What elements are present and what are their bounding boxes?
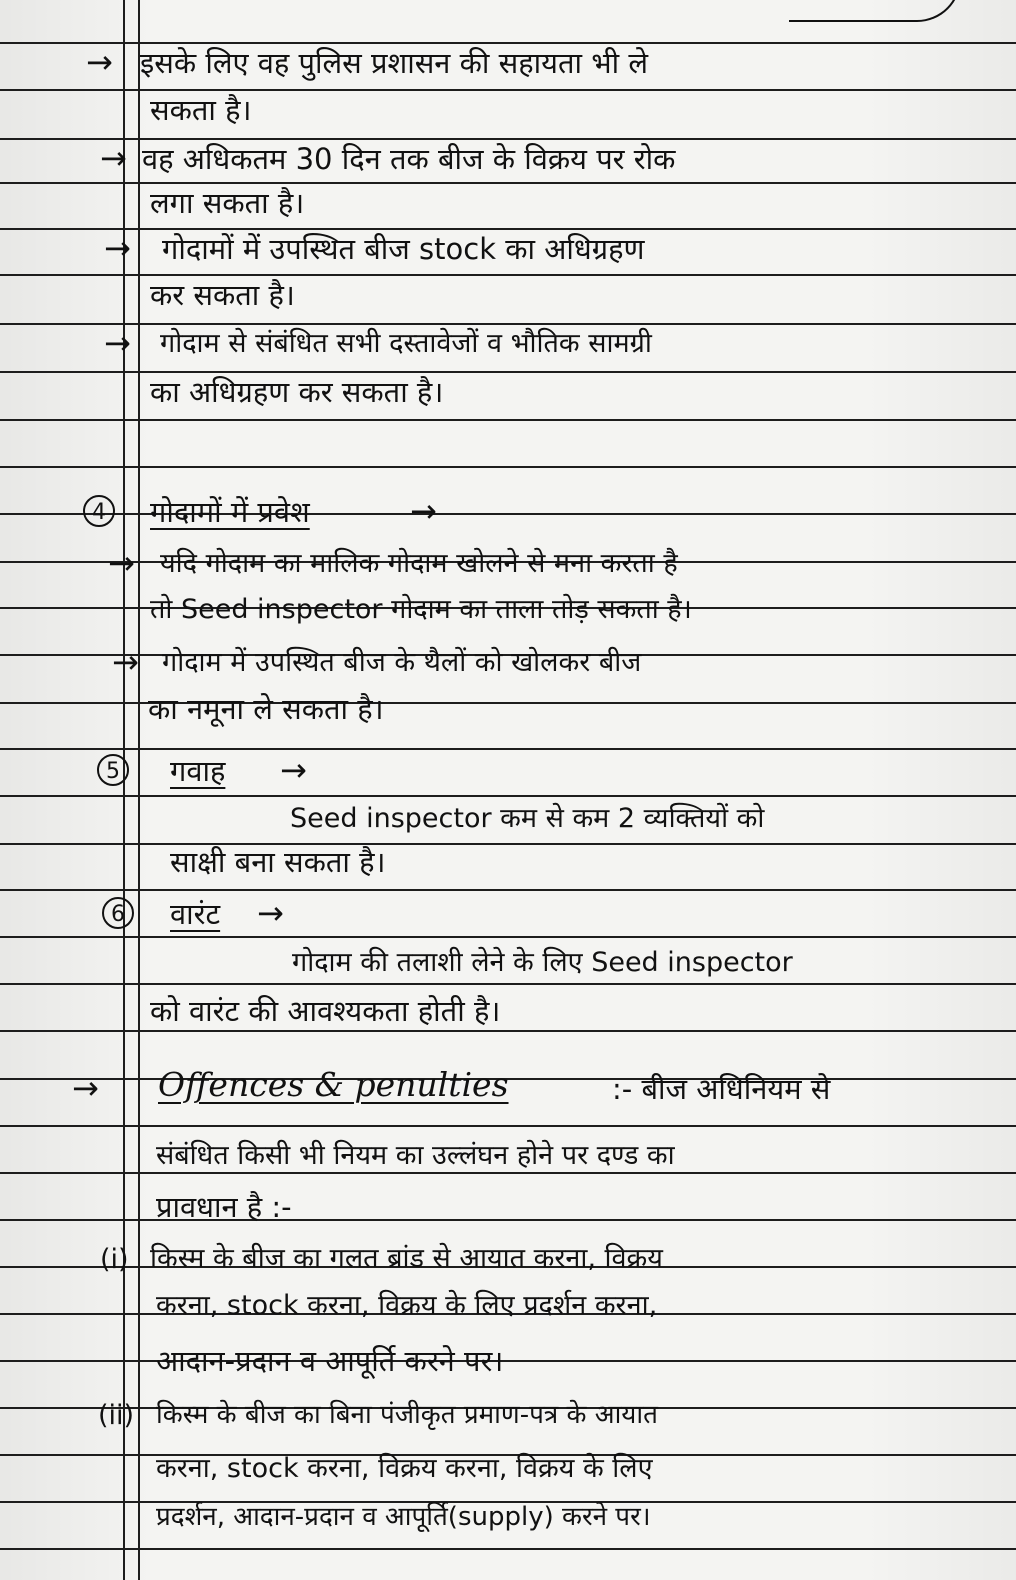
- line-text: को वारंट की आवश्यकता होती है।: [150, 994, 501, 1028]
- arrow-icon: →: [72, 1069, 99, 1107]
- line-text: तो Seed inspector गोदाम का ताला तोड़ सकता है।: [150, 594, 692, 625]
- text-line: [0, 89, 1016, 133]
- line-text: गोदाम की तलाशी लेने के लिए Seed inspector: [292, 947, 793, 978]
- list-item: [0, 1394, 1016, 1438]
- heading-text: वारंट: [170, 897, 221, 931]
- arrow-icon: →: [104, 324, 131, 362]
- item-marker: (i): [100, 1244, 129, 1275]
- text-line: [0, 688, 1016, 732]
- arrow-icon: →: [100, 139, 127, 177]
- line-text: गोदाम में उपस्थित बीज के थैलों को खोलकर बीज: [162, 647, 642, 678]
- line-text: करना, stock करना, विक्रय करना, विक्रय के लिए: [156, 1453, 653, 1484]
- heading-text: गोदामों में प्रवेश: [150, 495, 310, 529]
- line-text: इसके लिए वह पुलिस प्रशासन की सहायता भी ले: [140, 46, 648, 80]
- heading-text: गवाह: [170, 754, 226, 788]
- text-line: [0, 589, 1016, 633]
- arrow-icon: →: [108, 544, 135, 582]
- text-line: [0, 942, 1016, 986]
- text-line: [0, 1448, 1016, 1492]
- text-line: [0, 1340, 1016, 1384]
- text-line: [0, 1496, 1016, 1540]
- section-number: 5: [97, 754, 129, 786]
- line-text: करना, stock करना, विक्रय के लिए प्रदर्शन करना,: [156, 1290, 658, 1321]
- text-line: [0, 798, 1016, 842]
- line-text: आदान-प्रदान व आपूर्ति करने पर।: [156, 1344, 504, 1378]
- line-text: सकता है।: [150, 93, 252, 127]
- ruled-line: [0, 1125, 1016, 1127]
- ruled-line: [0, 466, 1016, 468]
- section-heading: [0, 893, 1016, 937]
- ruled-line: [0, 1548, 1016, 1550]
- text-line: [0, 543, 1016, 587]
- ruled-line: [0, 795, 1016, 797]
- section-heading: [0, 750, 1016, 794]
- heading-text: Offences & penulties: [158, 1065, 509, 1104]
- arrow-icon: →: [280, 751, 307, 789]
- text-line: [0, 274, 1016, 318]
- ruled-line: [0, 889, 1016, 891]
- line-text: यदि गोदाम का मालिक गोदाम खोलने से मना करता है: [160, 548, 678, 579]
- text-line: [0, 1186, 1016, 1230]
- line-text: साक्षी बना सकता है।: [170, 845, 386, 879]
- line-text: का नमूना ले सकता है।: [148, 692, 384, 726]
- text-line: [0, 182, 1016, 226]
- arrow-icon: →: [104, 229, 131, 267]
- text-line: [0, 371, 1016, 415]
- text-line: [0, 1135, 1016, 1179]
- line-text: का अधिग्रहण कर सकता है।: [150, 375, 444, 409]
- section-number: 6: [102, 897, 134, 929]
- line-text: गोदामों में उपस्थित बीज stock का अधिग्रहण: [162, 232, 645, 266]
- section-heading: [0, 1065, 1016, 1112]
- line-text: Seed inspector कम से कम 2 व्यक्तियों को: [290, 803, 765, 834]
- ruled-line: [0, 419, 1016, 421]
- line-text: गोदाम से संबंधित सभी दस्तावेजों व भौतिक सामग्री: [160, 328, 652, 359]
- text-line: [0, 323, 1016, 367]
- heading-suffix: :- बीज अधिनियम से: [612, 1072, 831, 1106]
- line-text: संबंधित किसी भी नियम का उल्लंघन होने पर दण्ड का: [156, 1140, 675, 1171]
- text-line: [0, 138, 1016, 182]
- text-line: [0, 642, 1016, 686]
- top-corner-scribble: [789, 0, 961, 22]
- line-text: किस्म के बीज का बिना पंजीकृत प्रमाण-पत्र के आयात: [156, 1400, 658, 1430]
- text-line: [0, 990, 1016, 1034]
- text-line: [0, 841, 1016, 885]
- item-marker: (ii): [98, 1400, 135, 1431]
- section-number: 4: [83, 495, 115, 527]
- section-heading: [0, 491, 1016, 535]
- line-text: किस्म के बीज का गलत ब्रांड से आयात करना, विक्रय: [150, 1243, 663, 1274]
- line-text: प्रदर्शन, आदान-प्रदान व आपूर्ति(supply) करने पर।: [156, 1502, 651, 1532]
- text-line: [0, 228, 1016, 272]
- text-line: [0, 1285, 1016, 1329]
- arrow-icon: →: [86, 43, 113, 81]
- arrow-icon: →: [112, 643, 139, 681]
- arrow-icon: →: [257, 894, 284, 932]
- text-line: [0, 42, 1016, 86]
- arrow-icon: →: [410, 492, 437, 530]
- line-text: प्रावधान है :-: [156, 1190, 292, 1224]
- list-item: [0, 1238, 1016, 1282]
- line-text: वह अधिकतम 30 दिन तक बीज के विक्रय पर रोक: [142, 142, 676, 176]
- line-text: लगा सकता है।: [150, 186, 305, 220]
- line-text: कर सकता है।: [150, 278, 295, 312]
